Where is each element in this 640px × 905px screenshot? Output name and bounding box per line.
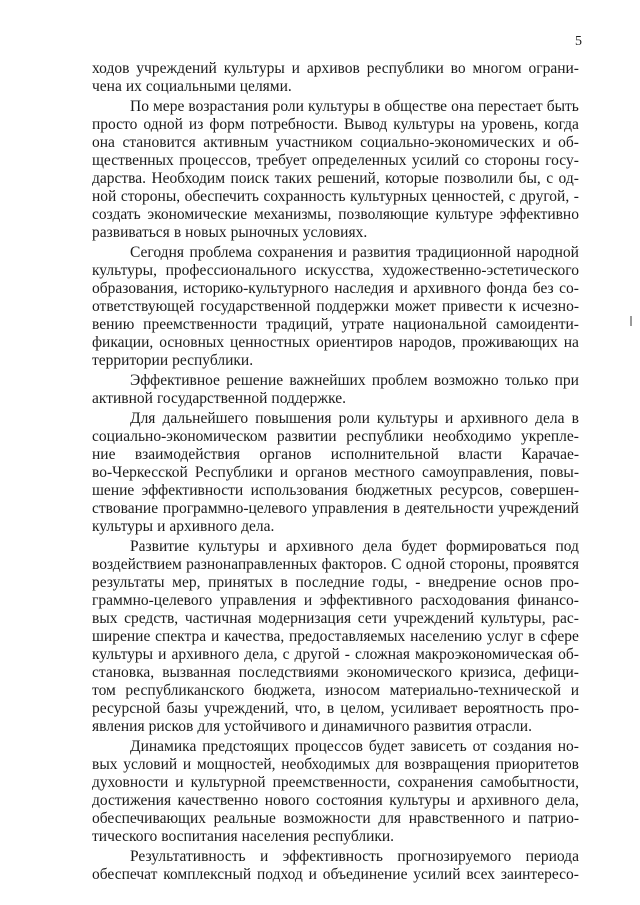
- page-number: 5: [575, 34, 582, 49]
- text-line: Развитие культуры и архивного дела будет формироваться под: [130, 538, 579, 555]
- text-line: территории республики.: [92, 352, 254, 369]
- paragraph: [92, 98, 579, 242]
- text-line: социально-экономическом развитии республики необходимо укрепле-: [92, 428, 579, 445]
- text-line: результаты мер, принятых в последние годы, - внедрение основ про-: [92, 574, 579, 591]
- text-line: просто одной из форм потребности. Вывод культуры на уровень, когда: [92, 116, 579, 133]
- text-line: тического воспитания населения республики.: [92, 828, 395, 845]
- text-line: граммно-целевого управления и эффективного расходования финансо-: [92, 592, 579, 609]
- text-line: развиваться в новых рыночных условиях.: [92, 224, 368, 241]
- text-line: шение эффективности использования бюджетных ресурсов, совершен-: [92, 482, 579, 499]
- text-line: вых условий и мощностей, необходимых для возвращения приоритетов: [92, 756, 579, 773]
- paragraph: [92, 60, 579, 96]
- text-line: во-Черкесской Республики и органов местного самоуправления, повы-: [92, 464, 579, 481]
- text-line: фикации, основных ценностных ориентиров народов, проживающих на: [92, 334, 579, 351]
- paragraph: [92, 244, 579, 370]
- text-line: том республиканского бюджета, износом материально-технической и: [92, 682, 579, 699]
- text-line: ной стороны, обеспечить сохранность культурных ценностей, с другой, -: [92, 188, 579, 205]
- text-line: становка, вызванная последствиями экономического кризиса, дефици-: [92, 664, 579, 681]
- text-line: культуры и архивного дела, с другой - сложная макроэкономическая об-: [92, 646, 579, 663]
- document-body: [92, 60, 579, 886]
- paragraph: [92, 848, 579, 884]
- text-line: Результативность и эффективность прогнозируемого периода: [130, 848, 579, 865]
- text-line: вению преемственности традиций, утрате национальной самоиденти-: [92, 316, 579, 333]
- text-line: чена их социальными целями.: [92, 78, 292, 95]
- text-line: Эффективное решение важнейших проблем возможно только при: [130, 372, 579, 389]
- paragraph: [92, 410, 579, 536]
- text-line: ходов учреждений культуры и архивов республики во многом ограни-: [92, 60, 579, 77]
- paragraph: [92, 738, 579, 846]
- text-line: По мере возрастания роли культуры в обществе она перестает быть: [130, 98, 579, 115]
- text-line: ответствующей государственной поддержки может привести к исчезно-: [92, 298, 579, 315]
- text-line: ресурсной базы учреждений, что, в целом, усиливает вероятность про-: [92, 700, 579, 717]
- text-line: Для дальнейшего повышения роли культуры и архивного дела в: [130, 410, 579, 427]
- paragraph: [92, 372, 579, 408]
- text-line: культуры, профессионального искусства, художественно-эстетического: [92, 262, 579, 279]
- text-line: активной государственной поддержке.: [92, 390, 347, 407]
- text-line: ние взаимодействия органов исполнительной власти Карачае-: [92, 446, 579, 463]
- text-line: Динамика предстоящих процессов будет зависеть от создания но-: [130, 738, 579, 755]
- text-line: вых средств, частичная модернизация сети учреждений культуры, рас-: [92, 610, 579, 627]
- text-line: дарства. Необходим поиск таких решений, которые позволили бы, с од-: [92, 170, 579, 187]
- text-line: обеспечат комплексный подход и объединение усилий всех заинтересо-: [92, 866, 579, 883]
- text-line: Сегодня проблема сохранения и развития традиционной народной: [130, 244, 579, 261]
- scan-mark: [630, 316, 632, 326]
- text-line: явления рисков для устойчивого и динамичного развития отрасли.: [92, 718, 532, 735]
- text-line: ширение спектра и качества, предоставляемых населению услуг в сфере: [92, 628, 579, 645]
- text-line: щественных процессов, требует определенных усилий со стороны госу-: [92, 152, 579, 169]
- text-line: образования, историко-культурного наследия и архивного фонда без со-: [92, 280, 579, 297]
- text-line: духовности и культурной преемственности, сохранения самобытности,: [92, 774, 579, 791]
- text-line: культуры и архивного дела.: [92, 518, 275, 535]
- text-line: достижения качественно нового состояния культуры и архивного дела,: [92, 792, 579, 809]
- text-line: создать экономические механизмы, позволяющие культуре эффективно: [92, 206, 579, 223]
- text-line: ствование программно-целевого управления в деятельности учреждений: [92, 500, 579, 517]
- paragraph: [92, 538, 579, 736]
- text-line: она становится активным участником социально-экономических и об-: [92, 134, 579, 151]
- text-line: обеспечивающих реальные возможности для нравственного и патрио-: [92, 810, 579, 827]
- text-line: воздействием разнонаправленных факторов. С одной стороны, проявятся: [92, 556, 579, 573]
